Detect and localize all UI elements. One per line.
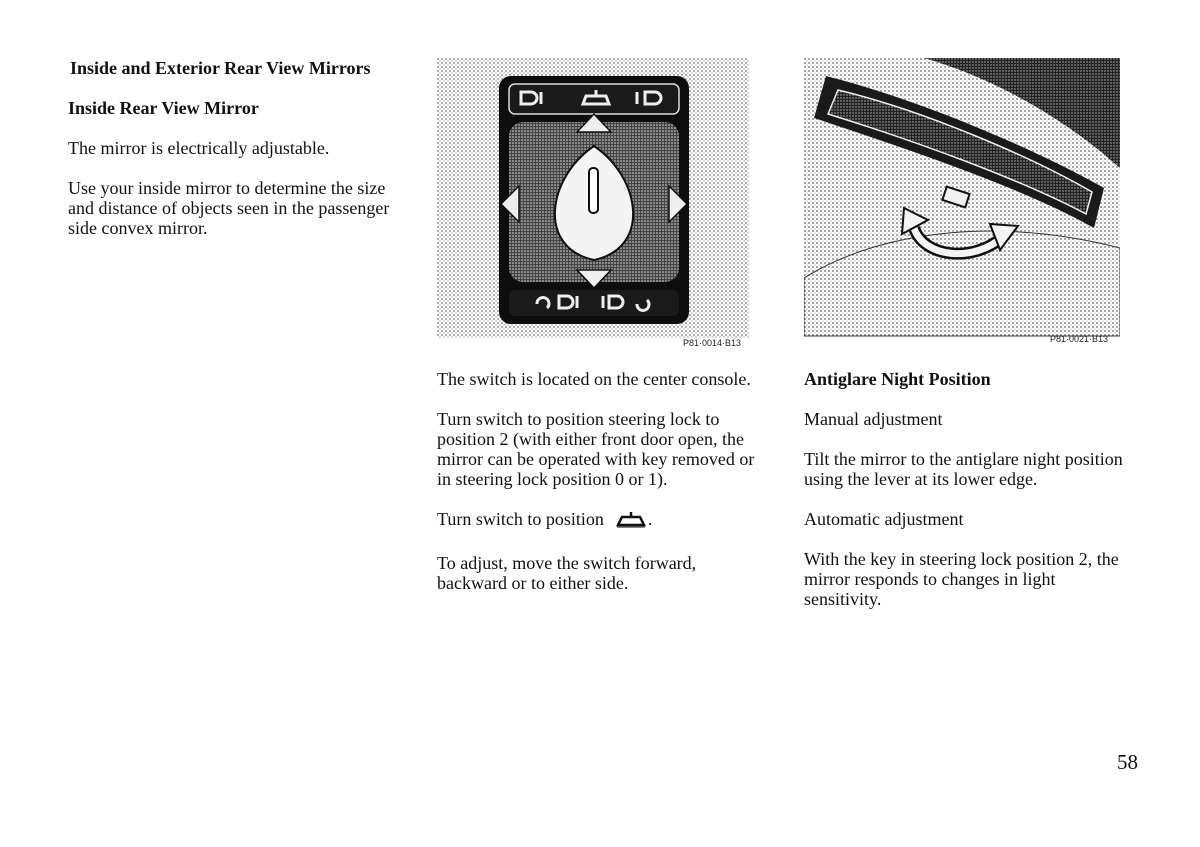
paragraph-convex: Use your inside mirror to determine the size and distance of objects seen in the passenger side convex mirror. — [68, 178, 390, 238]
switch-position-suffix: . — [647, 509, 653, 529]
mirror-figure-code: P81·0021·B13 — [1050, 334, 1109, 344]
paragraph-adjust: To adjust, move the switch forward, backward or to either side. — [437, 553, 697, 593]
section-title: Inside and Exterior Rear View Mirrors — [70, 58, 371, 78]
mirror-figure — [804, 58, 1120, 346]
inside-mirror-icon — [614, 511, 648, 533]
manual-adjustment-text: Tilt the mirror to the antiglare night position using the lever at its lower edge. — [804, 449, 1123, 489]
switch-figure-code: P81·0014·B13 — [683, 338, 742, 348]
automatic-adjustment-text: With the key in steering lock position 2, the mirror responds to changes in light sensitivity. — [804, 549, 1119, 609]
middle-column — [437, 369, 757, 613]
page-number: 58 — [1117, 750, 1138, 774]
switch-position-text: Turn switch to position — [437, 509, 604, 529]
subsection-title: Inside Rear View Mirror — [68, 98, 259, 118]
paragraph-switch-location: The switch is located on the center console. — [437, 369, 751, 389]
paragraph-electric: The mirror is electrically adjustable. — [68, 138, 330, 158]
left-column — [68, 58, 408, 258]
manual-adjustment-title: Manual adjustment — [804, 409, 943, 429]
switch-figure — [437, 58, 749, 350]
right-column — [804, 369, 1134, 629]
antiglare-heading: Antiglare Night Position — [804, 369, 991, 389]
paragraph-switch-position — [437, 509, 757, 533]
automatic-adjustment-title: Automatic adjustment — [804, 509, 964, 529]
paragraph-steering-lock: Turn switch to position steering lock to position 2 (with either front door open, the mirror can be operated with key removed or in steering lock position 0 or 1). — [437, 409, 755, 489]
